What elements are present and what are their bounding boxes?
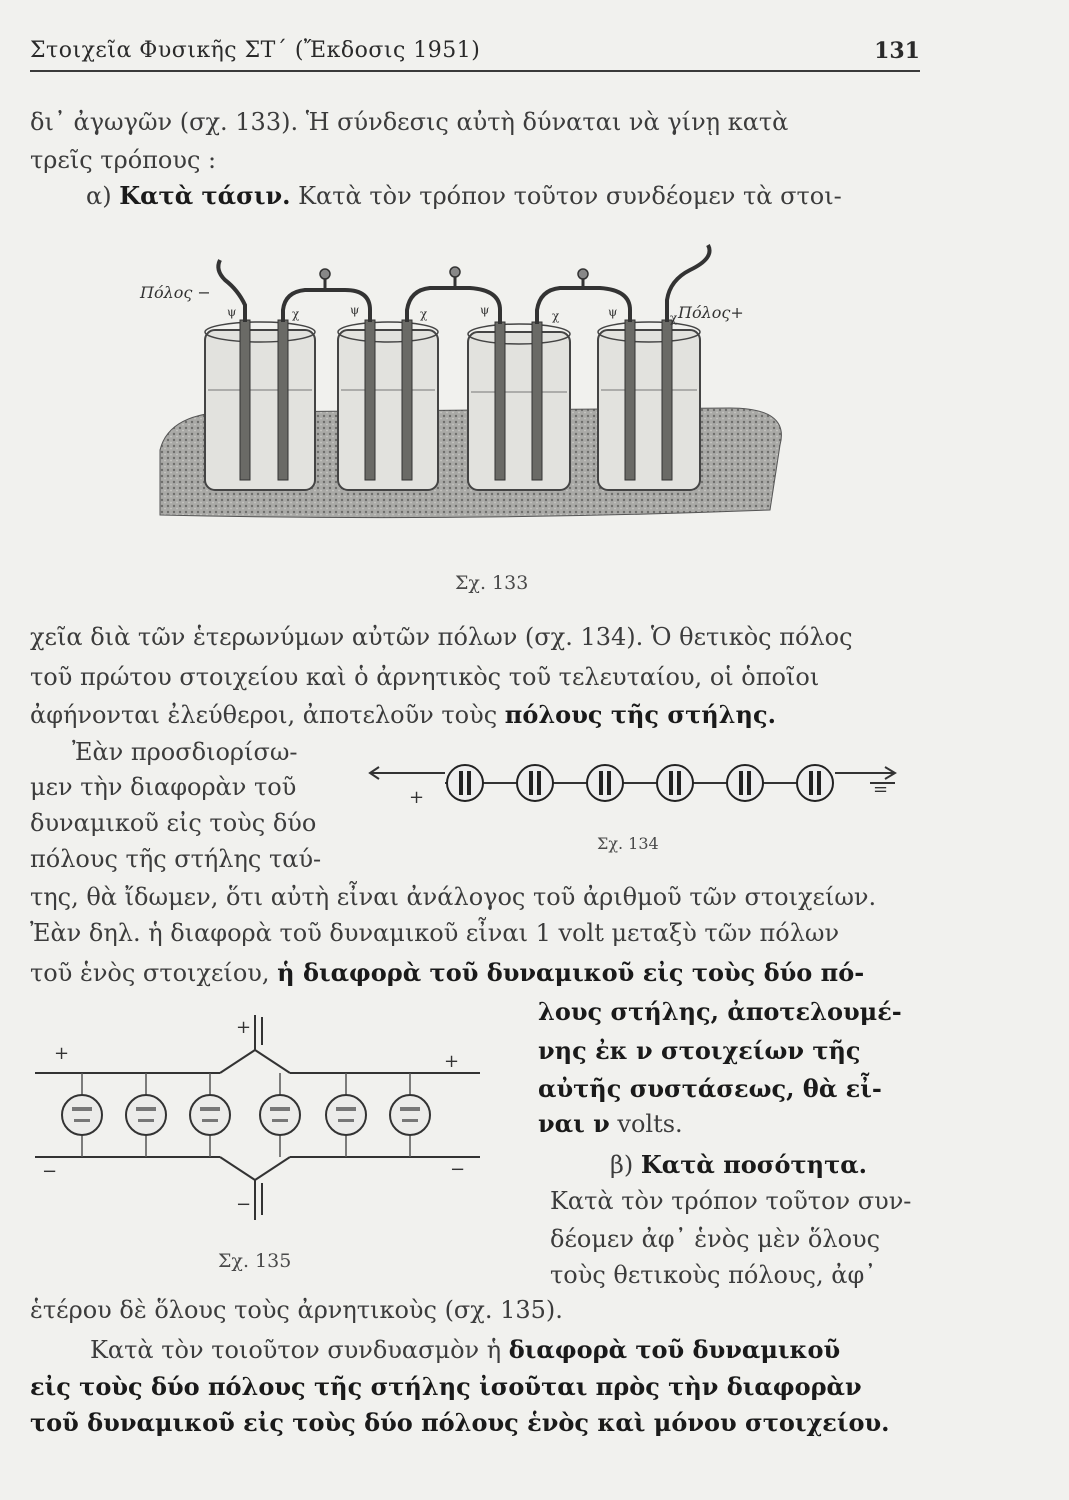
statement-potential-difference: ἡ διαφορὰ τοῦ δυναμικοῦ εἰς τοὺς δύο πό- bbox=[277, 958, 865, 987]
figure-133-caption: Σχ. 133 bbox=[455, 572, 529, 594]
page-number: 131 bbox=[874, 38, 920, 64]
para3-line11-bold: ναι ν bbox=[538, 1109, 610, 1138]
para3-line7 bbox=[30, 958, 920, 988]
para3-line10: αὐτῆς συστάσεως, θὰ εἶ- bbox=[538, 1074, 882, 1103]
heading-kata-posotita: Κατὰ ποσότητα. bbox=[640, 1150, 868, 1179]
electrode-label-8: χ bbox=[670, 311, 678, 325]
figure-134-caption: Σχ. 134 bbox=[597, 834, 659, 853]
figure-133-series-cells bbox=[130, 240, 810, 540]
figure-134-series-diagram bbox=[365, 755, 905, 815]
para3-line1: Ἐὰν προσδιορίσω- bbox=[72, 738, 298, 766]
fig135-minus-right: − bbox=[450, 1159, 466, 1180]
para2-line3-rest: ἀφήνονται ἐλεύθεροι, ἀποτελοῦν τοὺς bbox=[30, 701, 498, 729]
para2-line2: τοῦ πρώτου στοιχείου καὶ ὁ ἀρνητικὸς τοῦ τελευταίου, οἱ ὁποῖοι bbox=[30, 663, 820, 691]
para3-line6: Ἐὰν δηλ. ἡ διαφορὰ τοῦ δυναμικοῦ εἶναι 1 volt μεταξὺ τῶν πόλων bbox=[30, 919, 840, 947]
para5-line1-rest: Κατὰ τὸν τοιοῦτον συνδυασμὸν ἡ bbox=[90, 1336, 502, 1364]
para5-line1-bold: διαφορὰ τοῦ δυναμικοῦ bbox=[508, 1335, 841, 1364]
item-label-a: α) bbox=[86, 182, 112, 210]
para1-line2: τρεῖς τρόπους : bbox=[30, 146, 217, 174]
para4-line5: ἑτέρου δὲ ὅλους τοὺς ἀρνητικοὺς (σχ. 135). bbox=[30, 1296, 563, 1324]
para3-line8: λους στήλης, ἀποτελουμέ- bbox=[538, 997, 902, 1026]
para2-line3 bbox=[30, 700, 776, 730]
page-header bbox=[30, 36, 920, 72]
electrode-label-6: χ bbox=[552, 309, 560, 323]
fig135-minus-bottom: − bbox=[236, 1194, 252, 1215]
para3-line4: πόλους τῆς στήλης ταύ- bbox=[30, 845, 322, 873]
para5-line1 bbox=[90, 1335, 840, 1365]
para2-line1: χεῖα διὰ τῶν ἑτερωνύμων αὐτῶν πόλων (σχ. 134). Ὁ θετικὸς πόλος bbox=[30, 623, 853, 651]
electrode-label-7: ψ bbox=[608, 305, 618, 319]
item-label-b: β) bbox=[610, 1151, 634, 1179]
running-title: Στοιχεῖα Φυσικῆς ΣΤ΄ (Ἔκδοσις 1951) bbox=[30, 38, 481, 63]
fig135-plus-top: + bbox=[236, 1017, 252, 1038]
figure-135-parallel-diagram bbox=[30, 1005, 490, 1235]
electrode-label-1: ψ bbox=[227, 305, 237, 319]
fig135-minus-left: − bbox=[42, 1161, 58, 1182]
para1-line3-rest: Κατὰ τὸν τρόπον τοῦτον συνδέομεν τὰ στοι- bbox=[298, 182, 842, 210]
pole-plus-label: Πόλος+ bbox=[678, 303, 744, 322]
para4-line4: τοὺς θετικοὺς πόλους, ἀφ᾽ bbox=[550, 1261, 877, 1289]
fig134-minus-sign: = bbox=[873, 779, 889, 800]
term-poles-of-pile: πόλους τῆς στήλης. bbox=[504, 700, 776, 729]
para5-line2: εἰς τοὺς δύο πόλους τῆς στήλης ἰσοῦται πρὸς τὴν διαφορὰν bbox=[30, 1372, 862, 1401]
para1-line1: δι᾽ ἀγωγῶν (σχ. 133). Ἡ σύνδεσις αὐτὴ δύναται νὰ γίνῃ κατὰ bbox=[30, 108, 789, 136]
electrode-label-2: χ bbox=[292, 307, 300, 321]
fig134-plus-sign: + bbox=[409, 787, 425, 808]
para4-line3: δέομεν ἀφ᾽ ἑνὸς μὲν ὅλους bbox=[550, 1225, 881, 1253]
fig135-plus-right: + bbox=[444, 1051, 460, 1072]
para5-line3: τοῦ δυναμικοῦ εἰς τοὺς δύο πόλους ἑνὸς καὶ μόνου στοιχείου. bbox=[30, 1408, 890, 1437]
para4-line1 bbox=[610, 1150, 867, 1180]
para3-line3: δυναμικοῦ εἰς τοὺς δύο bbox=[30, 809, 317, 837]
figure-135-caption: Σχ. 135 bbox=[218, 1250, 292, 1272]
para3-line7-rest: τοῦ ἑνὸς στοιχείου, bbox=[30, 959, 270, 987]
fig135-plus-left: + bbox=[54, 1043, 70, 1064]
electrode-label-4: χ bbox=[420, 307, 428, 321]
pole-minus-label: Πόλος − bbox=[140, 283, 211, 302]
para3-line11 bbox=[538, 1109, 683, 1139]
electrode-label-5: ψ bbox=[480, 303, 490, 317]
para3-line2: μεν τὴν διαφορὰν τοῦ bbox=[30, 773, 297, 801]
para3-line5: της, θὰ ἴδωμεν, ὅτι αὐτὴ εἶναι ἀνάλογος τοῦ ἀριθμοῦ τῶν στοιχείων. bbox=[30, 883, 877, 911]
para4-line2: Κατὰ τὸν τρόπον τοῦτον συν- bbox=[550, 1187, 912, 1215]
para1-line3 bbox=[86, 181, 842, 211]
heading-kata-tasin: Κατὰ τάσιν. bbox=[119, 181, 291, 210]
electrode-label-3: ψ bbox=[350, 303, 360, 317]
para3-line9: νης ἐκ ν στοιχείων τῆς bbox=[538, 1036, 861, 1065]
para3-line11-rest: volts. bbox=[617, 1110, 683, 1138]
